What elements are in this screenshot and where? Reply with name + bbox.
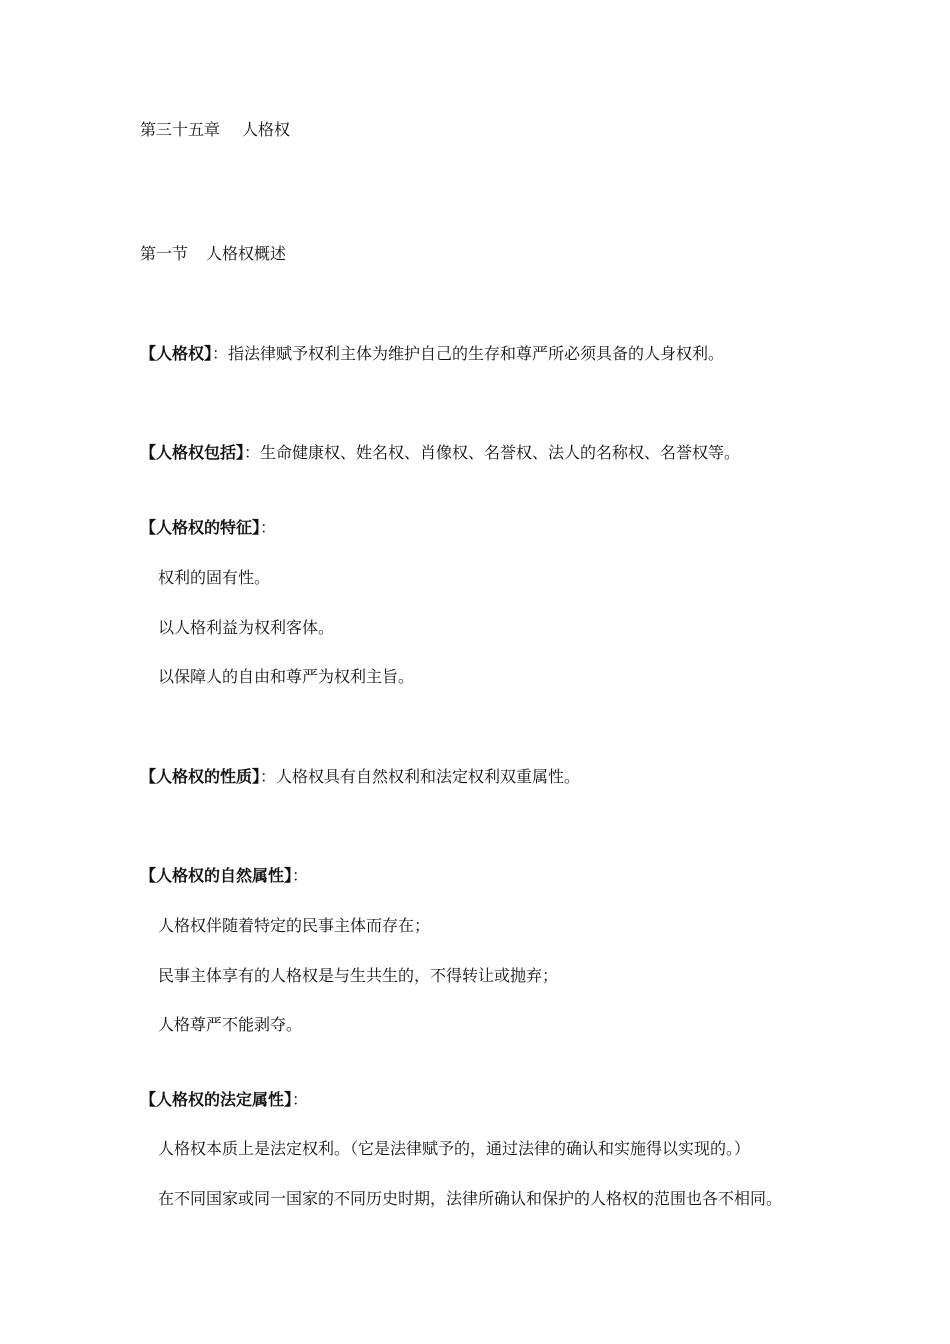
chapter-number: 第三十五章 (140, 120, 221, 139)
list-item: 在不同国家或同一国家的不同历史时期，法律所确认和保护的人格权的范围也各不相同。 (158, 1189, 783, 1208)
definition-paragraph (140, 344, 724, 364)
section-number: 第一节 (140, 244, 189, 263)
section-heading (140, 244, 286, 264)
natural-attr-term: 【人格权的自然属性】 (140, 866, 293, 885)
list-item: 人格权伴随着特定的民事主体而存在； (158, 916, 431, 935)
chapter-title: 人格权 (242, 120, 291, 139)
includes-term: 【人格权包括】 (140, 443, 245, 462)
legal-attr-term: 【人格权的法定属性】 (140, 1090, 293, 1109)
section-title: 人格权概述 (206, 244, 287, 263)
definition-text: ：指法律赋予权利主体为维护自己的生存和尊严所必须具备的人身权利。 (212, 344, 725, 363)
chapter-heading (140, 120, 290, 140)
features-heading (140, 518, 276, 538)
nature-text: ：人格权具有自然权利和法定权利双重属性。 (260, 767, 581, 786)
list-item: 以保障人的自由和尊严为权利主旨。 (158, 667, 415, 686)
includes-paragraph (140, 443, 740, 463)
legal-attr-heading (140, 1090, 308, 1110)
natural-attr-heading (140, 866, 308, 886)
list-item: 民事主体享有的人格权是与生共生的，不得转让或抛弃； (158, 966, 559, 985)
features-text: ： (260, 518, 277, 537)
includes-text: ：生命健康权、姓名权、肖像权、名誉权、法人的名称权、名誉权等。 (244, 443, 741, 462)
list-item: 以人格利益为权利客体。 (158, 618, 335, 637)
legal-attr-text: ： (292, 1090, 309, 1109)
list-item: 人格尊严不能剥夺。 (158, 1015, 303, 1034)
nature-term: 【人格权的性质】 (140, 767, 261, 786)
nature-paragraph (140, 767, 580, 787)
list-item: 人格权本质上是法定权利。（它是法律赋予的，通过法律的确认和实施得以实现的。） (158, 1139, 751, 1158)
list-item: 权利的固有性。 (158, 568, 271, 587)
features-term: 【人格权的特征】 (140, 518, 261, 537)
definition-term: 【人格权】 (140, 344, 213, 363)
natural-attr-text: ： (292, 866, 309, 885)
